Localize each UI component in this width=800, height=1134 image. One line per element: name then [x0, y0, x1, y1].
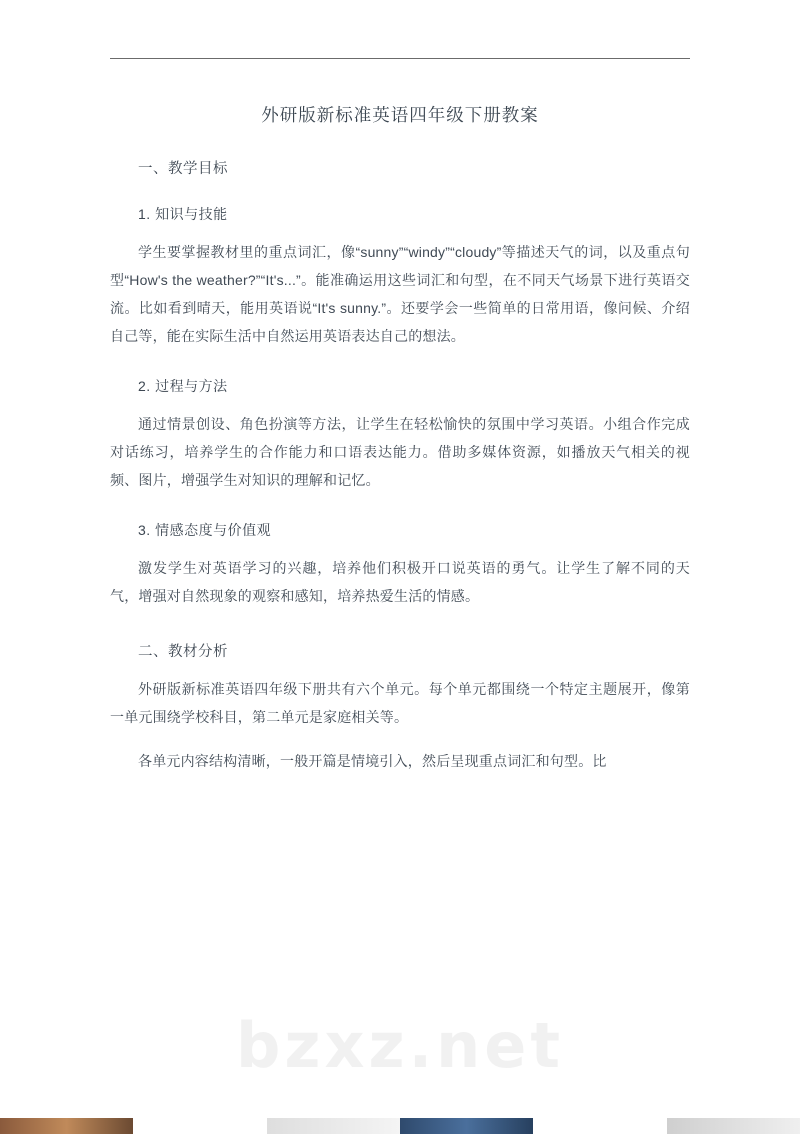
thumbnail-segment	[267, 1118, 400, 1134]
thumbnail-segment	[400, 1118, 533, 1134]
page-title: 外研版新标准英语四年级下册教案	[261, 105, 539, 125]
thumbnail-segment	[133, 1118, 266, 1134]
thumbnail-segment	[667, 1118, 800, 1134]
thumbnail-segment	[0, 1118, 133, 1134]
thumbnail-segment	[533, 1118, 666, 1134]
section-heading-1: 一、教学目标	[138, 161, 228, 177]
subsection-heading-1-3: 3. 情感态度与价值观	[138, 522, 272, 538]
subsection-heading-1-2: 2. 过程与方法	[138, 378, 228, 394]
section-heading-2: 二、教材分析	[138, 644, 228, 660]
document-body	[110, 86, 690, 775]
header-rule	[110, 58, 690, 59]
paragraph-1-3-1: 激发学生对英语学习的兴趣，培养他们积极开口说英语的勇气。让学生了解不同的天气，增强对自然现象的观察和感知，培养热爱生活的情感。	[110, 560, 690, 604]
page-thumbnail-strip	[0, 1118, 800, 1134]
subsection-heading-1-1: 1. 知识与技能	[138, 206, 228, 222]
paragraph-2-2: 各单元内容结构清晰，一般开篇是情境引入，然后呈现重点词汇和句型。比	[138, 753, 607, 769]
paragraph-1-1-1: 学生要掌握教材里的重点词汇，像“sunny”“windy”“cloudy”等描述天气的词，以及重点句型“How's the weather?”“It's...”。能准确运用这些词汇和句型，在不同天气场景下进行英语交流。比如看到晴天，能用英语说“It's sunny.”。还要学会一些简单的日常用语，像问候、介绍自己等，能在实际生活中自然运用英语表达自己的想法。	[110, 244, 690, 344]
paragraph-1-2-1: 通过情景创设、角色扮演等方法，让学生在轻松愉快的氛围中学习英语。小组合作完成对话练习，培养学生的合作能力和口语表达能力。借助多媒体资源，如播放天气相关的视频、图片，增强学生对知识的理解和记忆。	[110, 416, 690, 488]
watermark: bzxz.net	[236, 1009, 564, 1082]
paragraph-2-1: 外研版新标准英语四年级下册共有六个单元。每个单元都围绕一个特定主题展开，像第一单元围绕学校科目，第二单元是家庭相关等。	[110, 681, 690, 725]
